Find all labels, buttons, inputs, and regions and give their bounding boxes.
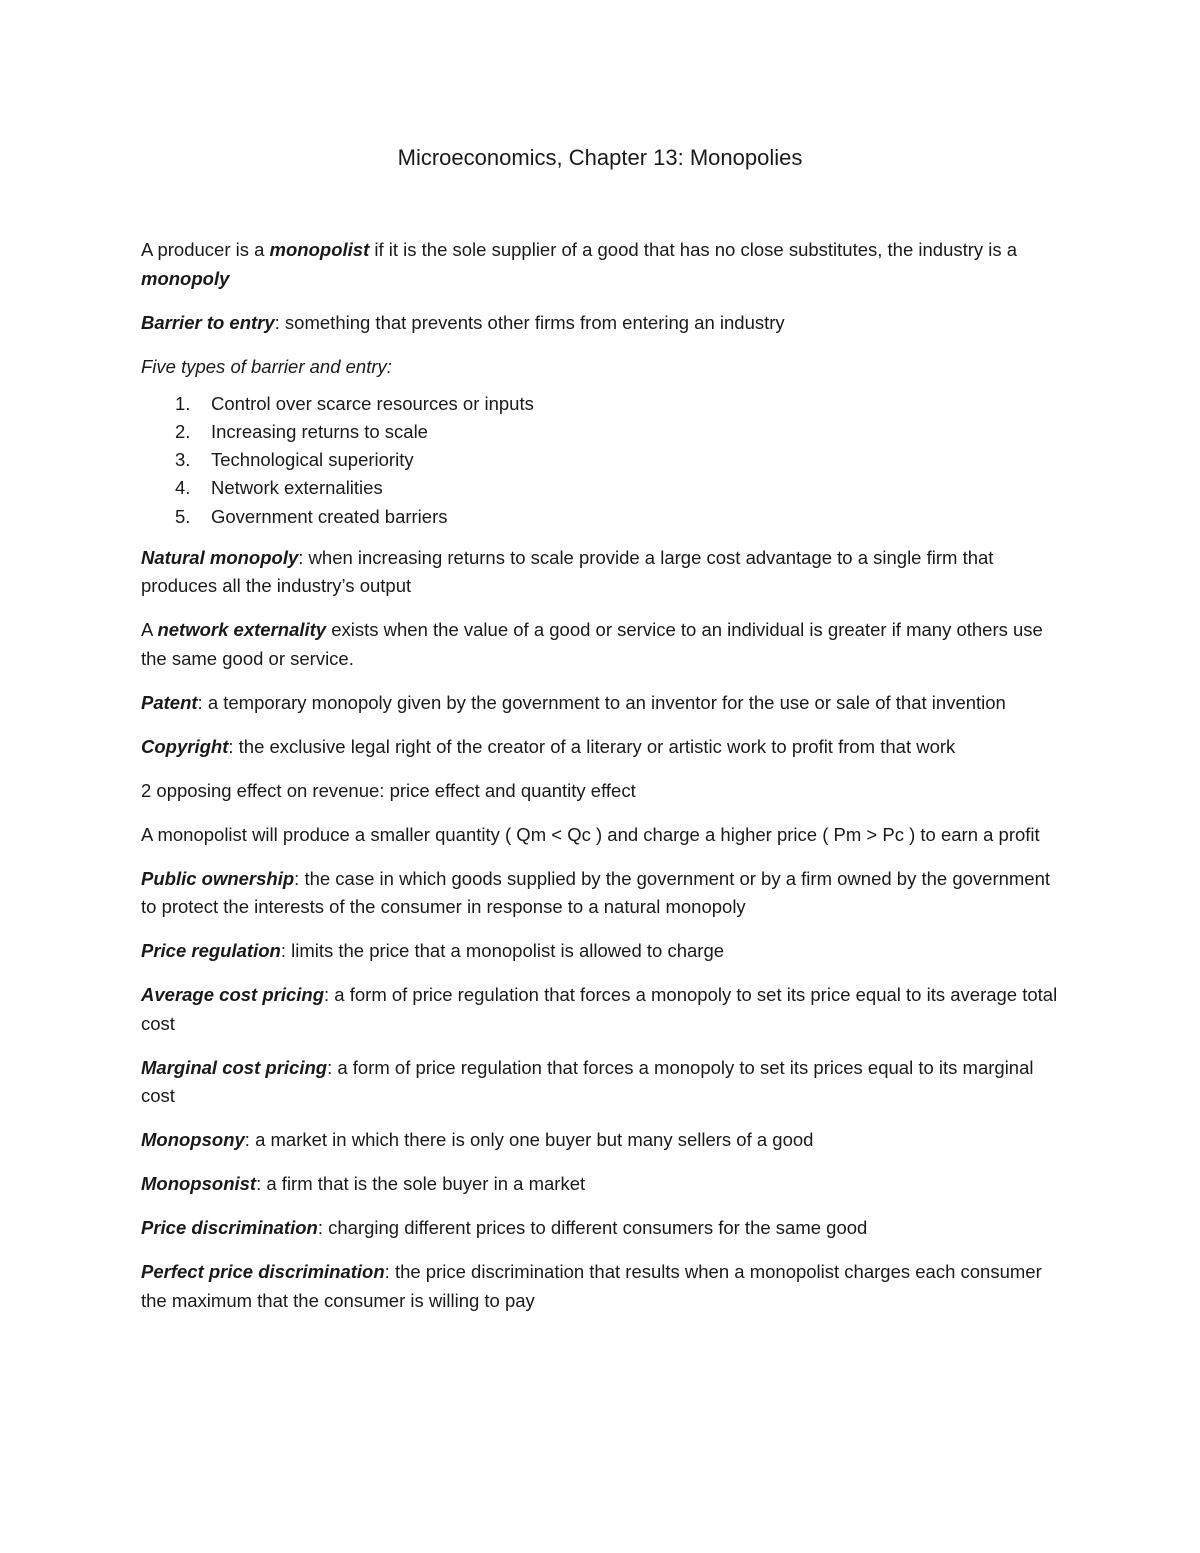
list-number: 5.: [175, 505, 191, 527]
term-marginal-cost-pricing: Marginal cost pricing: [141, 1056, 328, 1078]
definition-public-ownership: [141, 865, 1061, 922]
term-average-cost-pricing: Average cost pricing: [141, 984, 325, 1006]
paragraph-opposing-effects: 2 opposing effect on revenue: price effect and quantity effect: [141, 779, 636, 801]
definition-text: : a temporary monopoly given by the government to an inventor for the use or sale of that invention: [197, 691, 1006, 713]
list-number: 4.: [175, 477, 191, 499]
definition-monopsony: [141, 1126, 1061, 1155]
text-run: A: [141, 619, 158, 641]
barrier-types-list: [141, 390, 1061, 531]
list-item: [175, 503, 1061, 531]
types-intro: Five types of barrier and entry:: [141, 355, 392, 377]
text-run: A producer is a: [141, 239, 270, 260]
definition-text: : the price discrimination that results when a monopolist charges each consumer the maximum that the consumer is willing to pay: [141, 1261, 1042, 1311]
definition-price-discrimination: [141, 1214, 1061, 1243]
definition-natural-monopoly: [141, 544, 1061, 601]
definition-patent: [141, 689, 1061, 718]
term-price-regulation: Price regulation: [141, 940, 281, 962]
definition-text: : the exclusive legal right of the creator of a literary or artistic work to profit from that work: [228, 735, 956, 757]
definition-text: : a market in which there is only one buyer but many sellers of a good: [244, 1129, 814, 1151]
definition-text: : a form of price regulation that forces a monopoly to set its prices equal to its marginal cost: [141, 1056, 1034, 1107]
definition-perfect-price-discrimination: [141, 1258, 1061, 1315]
list-item-label: Network externalities: [211, 477, 383, 499]
list-item-label: Government created barriers: [211, 505, 448, 527]
list-item: [175, 418, 1061, 446]
term-network-externality: network externality: [157, 619, 327, 641]
term-monopolist: monopolist: [269, 239, 370, 260]
definition-price-regulation: [141, 937, 1061, 966]
definition-network-externality: [141, 616, 1061, 673]
term-public-ownership: Public ownership: [141, 867, 295, 889]
definition-average-cost-pricing: [141, 981, 1061, 1038]
term-barrier-to-entry: Barrier to entry: [141, 311, 275, 333]
term-monopsonist: Monopsonist: [141, 1173, 257, 1195]
definition-barrier-to-entry: [141, 309, 1061, 338]
page-title: Microeconomics, Chapter 13: Monopolies: [397, 145, 803, 170]
term-natural-monopoly: Natural monopoly: [141, 546, 299, 568]
definition-text: : when increasing returns to scale provide a large cost advantage to a single firm that produces all the industry’s output: [141, 546, 994, 597]
list-item-label: Control over scarce resources or inputs: [211, 392, 534, 414]
term-price-discrimination: Price discrimination: [141, 1217, 318, 1239]
paragraph-monopolist: [141, 236, 1061, 293]
definition-marginal-cost-pricing: [141, 1054, 1061, 1111]
term-monopoly: monopoly: [141, 267, 230, 289]
paragraph-monopolist-output: A monopolist will produce a smaller quantity ( Qm < Qc ) and charge a higher price ( Pm > Pc ) to earn a profit: [141, 823, 1040, 845]
list-number: 1.: [175, 392, 191, 414]
list-item: [175, 446, 1061, 474]
list-item-label: Technological superiority: [211, 449, 414, 471]
document-body: [141, 236, 1061, 1331]
definition-monopsonist: [141, 1170, 1061, 1199]
definition-text: : a firm that is the sole buyer in a market: [256, 1173, 586, 1195]
text-run: if it is the sole supplier of a good that has no close substitutes, the industry is a: [369, 239, 1018, 260]
list-item-label: Increasing returns to scale: [211, 420, 428, 442]
list-number: 3.: [175, 449, 191, 471]
term-perfect-price-discrimination: Perfect price discrimination: [141, 1261, 385, 1283]
list-item: [175, 474, 1061, 502]
list-item: [175, 390, 1061, 418]
term-monopsony: Monopsony: [141, 1129, 245, 1151]
definition-text: exists when the value of a good or service to an individual is greater if many others use the same good or service.: [141, 619, 1043, 669]
definition-text: : something that prevents other firms from entering an industry: [274, 311, 785, 333]
definition-text: : a form of price regulation that forces a monopoly to set its price equal to its average total cost: [141, 984, 1058, 1034]
list-number: 2.: [175, 420, 191, 442]
definition-text: : limits the price that a monopolist is allowed to charge: [280, 940, 725, 962]
definition-copyright: [141, 733, 1061, 762]
definition-text: : charging different prices to different consumers for the same good: [317, 1217, 868, 1239]
definition-text: : the case in which goods supplied by the government or by a firm owned by the government to protect the interests of the consumer in response to a natural monopoly: [141, 867, 1051, 918]
term-patent: Patent: [141, 691, 198, 713]
term-copyright: Copyright: [141, 735, 229, 757]
